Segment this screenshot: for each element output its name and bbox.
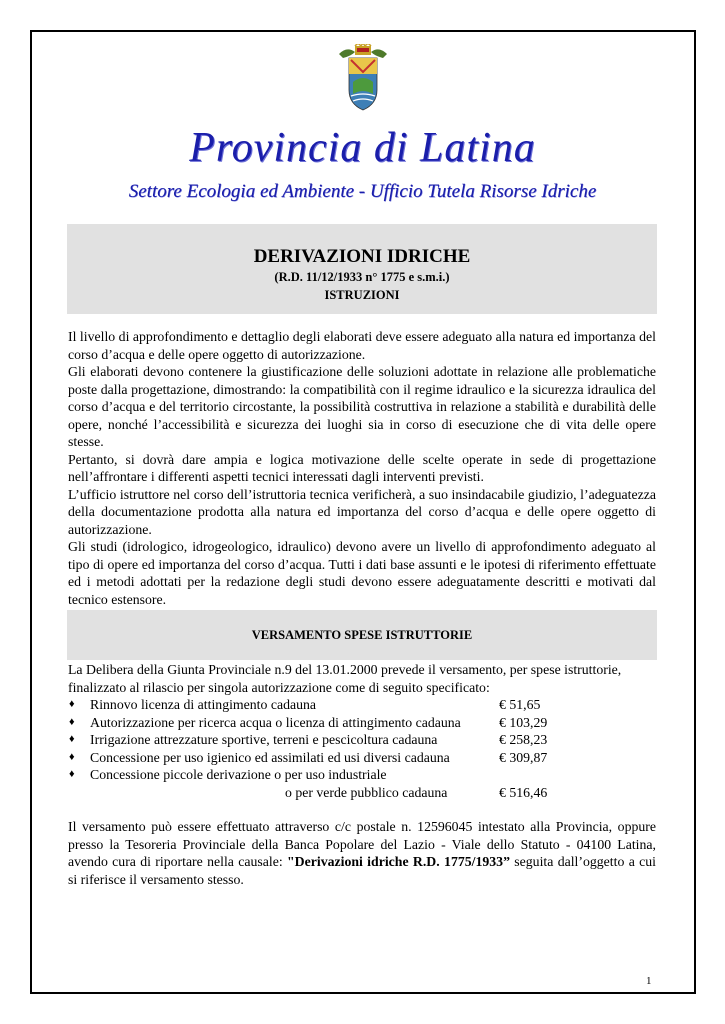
diamond-bullet-icon: ♦ <box>69 715 75 728</box>
paragraph: Pertanto, si dovrà dare ampia e logica motivazione delle scelte operate in sede di progettazione nell’affrontare i differenti aspetti tecnici interessati dagli interventi previsti. <box>68 451 656 484</box>
paragraph: Gli elaborati devono contenere la giustificazione delle soluzioni adottate in relazione alle problematiche poste dalla progettazione, dimostrando: la compatibilità con il regime idraulico e la sicurezza idraulica del corso d’acqua e del territorio circostante, la possibilità costruttiva in relazione a stabilità e durabilità delle opere, nonché l’accessibilità e sicurezza dei luoghi sia in corso di esecuzione che di vita delle opere stesse. <box>68 364 656 449</box>
fee-label: Rinnovo licenza di attingimento cadauna <box>90 697 317 712</box>
fee-label: Concessione per uso igienico ed assimilati ed usi diversi cadauna <box>90 749 450 765</box>
fee-item <box>68 714 656 732</box>
fee-label: Autorizzazione per ricerca acqua o licenza di attingimento cadauna <box>90 714 461 730</box>
section-heading: DERIVAZIONI IDRICHE <box>253 246 471 267</box>
instructions-body <box>68 328 656 608</box>
legal-reference: (R.D. 11/12/1933 n° 1775 e s.m.i.) <box>274 270 450 284</box>
fees-heading-band <box>67 610 657 660</box>
fee-amount: € 516,46 <box>499 784 548 800</box>
payment-paragraph <box>68 818 656 888</box>
paragraph: Il livello di approfondimento e dettaglio degli elaborati deve essere adeguato alla natura ed importanza del corso d’acqua e delle opere oggetto di autorizzazione. <box>68 329 656 362</box>
instructions-label: ISTRUZIONI <box>324 288 400 302</box>
provincial-coat-of-arms-icon <box>333 44 393 114</box>
instructions-heading-band <box>67 224 657 314</box>
fees-intro: La Delibera della Giunta Provinciale n.9 del 13.01.2000 prevede il versamento, per spese istruttorie, finalizzato al rilascio per singola autorizzazione come di seguito specificato: <box>68 662 622 695</box>
paragraph: L’ufficio istruttore nel corso dell’istruttoria tecnica verificherà, a suo insindacabile giudizio, l’adeguatezza della documentazione prodotta alla natura ed importanza del corso d’acqua e delle opere oggetto di autorizzazione. <box>68 486 656 537</box>
fee-amount: € 309,87 <box>499 749 548 765</box>
fee-amount: € 51,65 <box>499 697 541 712</box>
diamond-bullet-icon: ♦ <box>69 698 75 710</box>
payment-reference: "Derivazioni idriche R.D. 1775/1933” <box>287 854 510 869</box>
payment-text-end: seguita dall’oggetto a cui si riferisce il versamento stesso. <box>68 854 656 887</box>
fee-amount: € 103,29 <box>499 714 548 730</box>
fees-section <box>68 661 656 801</box>
fee-item <box>68 696 656 714</box>
fee-amount: € 258,23 <box>499 732 548 747</box>
fee-item <box>68 749 656 767</box>
payment-instructions <box>68 818 656 888</box>
department-subtitle: Settore Ecologia ed Ambiente - Ufficio Tutela Risorse Idriche <box>128 181 597 202</box>
diamond-bullet-icon: ♦ <box>69 750 75 763</box>
fee-item-continuation <box>68 784 656 802</box>
fee-label: Irrigazione attrezzature sportive, terreni e pescicoltura cadauna <box>90 732 438 747</box>
diamond-bullet-icon: ♦ <box>69 768 75 780</box>
fee-item <box>68 766 656 784</box>
fee-item <box>68 731 656 749</box>
fees-heading: VERSAMENTO SPESE ISTRUTTORIE <box>251 628 473 642</box>
fee-label-continuation: o per verde pubblico cadauna <box>285 784 448 800</box>
fee-label: Concessione piccole derivazione o per uso industriale <box>90 767 387 782</box>
fees-list <box>68 696 656 801</box>
province-title: Provincia di Latina <box>189 125 536 171</box>
diamond-bullet-icon: ♦ <box>69 733 75 745</box>
paragraph: Gli studi (idrologico, idrogeologico, idraulico) devono avere un livello di approfondimento adeguato al tipo di opere ed importanza del corso d’acqua. Tutti i dati base assunti e le ipotesi di riferimento effettuate ed i metodi adottati per la redazione degli studi devono essere adeguatamente descritti e motivati dal tecnico estensore. <box>68 539 656 607</box>
payment-text: Il versamento può essere effettuato attraverso c/c postale n. 12596045 intestato alla Provincia, oppure presso la Tesoreria Provinciale della Banca Popolare del Lazio - Viale dello Statuto - 04100 Latina, avendo cura di riportare nella causale: <box>68 819 656 869</box>
page-number: 1 <box>646 975 652 987</box>
